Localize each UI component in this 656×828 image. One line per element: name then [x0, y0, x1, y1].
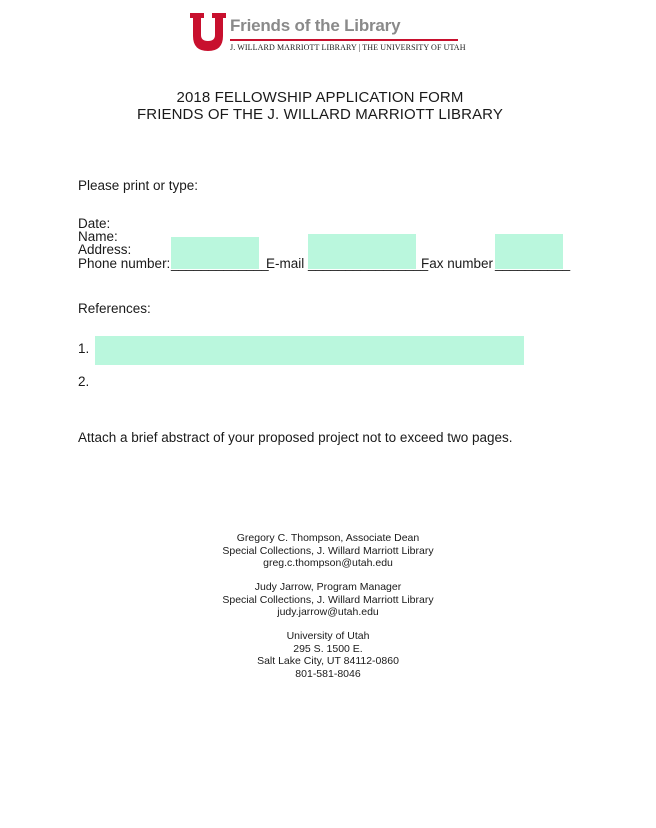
address-label: Address: [78, 242, 132, 257]
reference-1-label: 1. [78, 341, 90, 356]
friends-of-the-library-logo [190, 13, 465, 53]
mailing-address [0, 630, 656, 681]
instructions: Please print or type: [78, 178, 199, 193]
phone-underline: _____________ [171, 256, 269, 271]
contact-name: Gregory C. Thompson, Associate Dean [236, 532, 420, 544]
fax-label: Fax number [421, 256, 494, 271]
logo-title: Friends of the Library [230, 16, 401, 35]
phone-number: 801-581-8046 [295, 668, 361, 681]
address-line: Salt Lake City, UT 84112-0860 [257, 655, 399, 668]
contact-department: Special Collections, J. Willard Marriott Library [222, 544, 434, 557]
references-heading: References: [78, 301, 151, 316]
contact-department: Special Collections, J. Willard Marriott Library [222, 593, 434, 606]
contact-name: Judy Jarrow, Program Manager [254, 581, 402, 593]
reference-2-label: 2. [78, 374, 90, 389]
phone-label: Phone number: [78, 256, 171, 271]
logo-rule [230, 39, 458, 41]
email-label: E-mail [266, 256, 305, 271]
university-block-u-icon [190, 13, 226, 51]
contact-thompson [0, 532, 656, 570]
address-line: 295 S. 1500 E. [293, 642, 363, 655]
form-subtitle: FRIENDS OF THE J. WILLARD MARRIOTT LIBRARY [137, 106, 503, 123]
reference-1-input[interactable] [95, 336, 524, 365]
contact-email[interactable]: judy.jarrow@utah.edu [277, 606, 379, 619]
form-title: 2018 FELLOWSHIP APPLICATION FORM [176, 89, 464, 106]
date-label: Date: [78, 216, 111, 231]
contact-jarrow [0, 581, 656, 619]
name-label: Name: [78, 229, 118, 244]
address-line: University of Utah [286, 630, 370, 642]
fax-underline: __________ [495, 256, 571, 271]
abstract-note: Attach a brief abstract of your proposed project not to exceed two pages. [78, 430, 513, 445]
logo-subtitle: J. WILLARD MARRIOTT LIBRARY | THE UNIVERSITY OF UTAH [230, 43, 466, 52]
contact-email[interactable]: greg.c.thompson@utah.edu [263, 557, 393, 570]
email-underline: ________________ [308, 256, 429, 271]
